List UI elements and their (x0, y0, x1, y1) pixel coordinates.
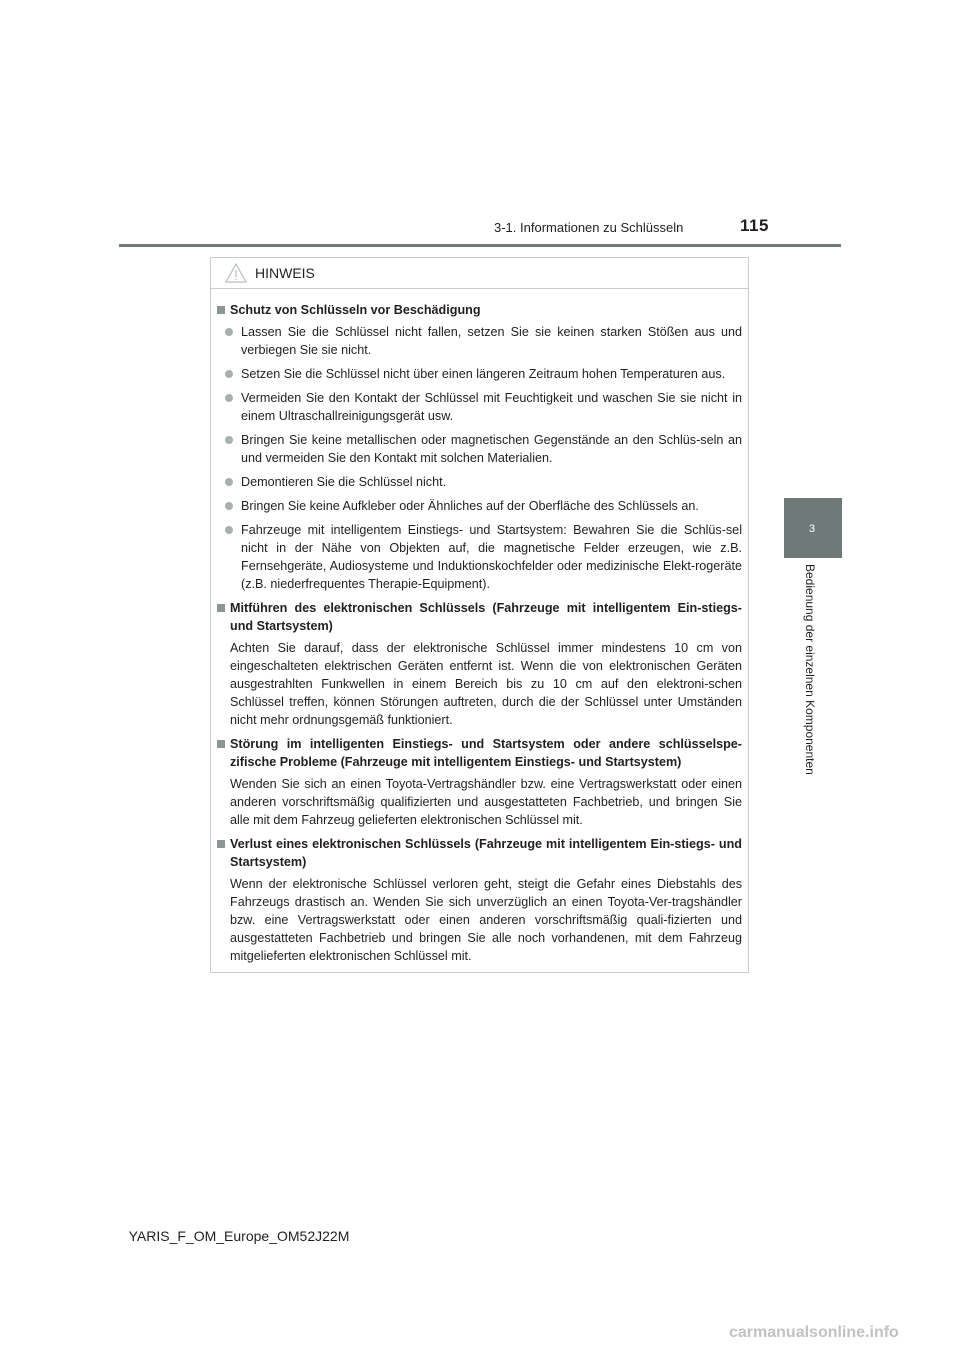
circle-bullet-icon (225, 526, 233, 534)
section-heading: Mitführen des elektronischen Schlüssels (Fahrzeuge mit intelligentem Ein-stiegs- und Startsystem) (217, 599, 742, 635)
section-paragraph: Wenden Sie sich an einen Toyota-Vertragshändler bzw. eine Vertragswerkstatt oder einen anderen vorschriftsmäßig qualifizierten und ausgestatteten Fachbetrieb, und bringen Sie alle mit dem Fahrzeug gelieferten elektronischen Schlüssel mit. (230, 777, 742, 827)
document-id: YARIS_F_OM_Europe_OM52J22M (128, 1228, 350, 1244)
circle-bullet-icon (225, 502, 233, 510)
chapter-title: Bedienung der einzelnen Komponenten (803, 564, 817, 775)
list-item: Fahrzeuge mit intelligentem Einstiegs- und Startsystem: Bewahren Sie die Schlüs-sel nicht in der Nähe von Objekten auf, die magnetische Felder erzeugen, wie z.B. Fernsehgeräte, Audiosysteme und Induktionskochfelder oder medizinische Elekt-rogeräte (z.B. niederfrequentes Therapie-Equipment). (217, 521, 742, 593)
footer (0, 1228, 960, 1244)
list-item: Demontieren Sie die Schlüssel nicht. (217, 473, 742, 491)
circle-bullet-icon (225, 370, 233, 378)
list-item: Bringen Sie keine metallischen oder magnetischen Gegenstände an den Schlüs-seln an und vermeiden Sie den Kontakt mit solchen Materialien. (217, 431, 742, 467)
square-bullet-icon (217, 840, 225, 848)
notice-header (211, 258, 748, 289)
warning-triangle-icon (225, 263, 247, 283)
circle-bullet-icon (225, 328, 233, 336)
page-number: 115 (740, 216, 769, 235)
section-heading: Schutz von Schlüsseln vor Beschädigung (217, 301, 742, 319)
section-paragraph: Achten Sie darauf, dass der elektronische Schlüssel immer mindestens 10 cm von eingeschalteten elektrischen Geräten entfernt ist. Wenn die von elektronischen Geräten ausgestrahlten Funkwellen in einem Bereich bis zu 10 cm auf den elektroni-schen Schlüssel treffen, können Störungen auftreten, durch die der Schlüssel unter Umständen nicht mehr ordnungsgemäß funktioniert. (230, 641, 742, 727)
chapter-number: 3 (809, 523, 816, 535)
list-item: Bringen Sie keine Aufkleber oder Ähnliches auf der Oberfläche des Schlüssels an. (217, 497, 742, 515)
list-item: Lassen Sie die Schlüssel nicht fallen, setzen Sie sie keinen starken Stößen aus und verbiegen Sie sie nicht. (217, 323, 742, 359)
square-bullet-icon (217, 306, 225, 314)
watermark: carmanualsonline.info (729, 1324, 899, 1341)
circle-bullet-icon (225, 478, 233, 486)
notice-box (210, 257, 749, 973)
section-heading: Störung im intelligenten Einstiegs- und Startsystem oder andere schlüsselspe-zifische Probleme (Fahrzeuge mit intelligentem Einstiegs- und Startsystem) (217, 735, 742, 771)
circle-bullet-icon (225, 436, 233, 444)
list-item: Setzen Sie die Schlüssel nicht über einen längeren Zeitraum hohen Temperaturen aus. (217, 365, 742, 383)
notice-body (211, 289, 748, 965)
section-paragraph: Wenn der elektronische Schlüssel verloren geht, steigt die Gefahr eines Diebstahls des Fahrzeugs drastisch an. Wenden Sie sich unverzüglich an einen Toyota-Ver-tragshändler bzw. eine Vertragswerkstatt oder einen anderen vorschriftsmäßig quali-fizierten und ausgestatteten Fachbetrieb und bringen Sie alle noch vorhandenen, mit dem Fahrzeug mitgelieferten elektronischen Schlüssel mit. (230, 877, 742, 963)
square-bullet-icon (217, 740, 225, 748)
circle-bullet-icon (225, 394, 233, 402)
square-bullet-icon (217, 604, 225, 612)
list-item: Vermeiden Sie den Kontakt der Schlüssel mit Feuchtigkeit und waschen Sie sie nicht in einem Ultraschallreinigungsgerät usw. (217, 389, 742, 425)
running-header-section: 3-1. Informationen zu Schlüsseln (494, 220, 684, 235)
section-heading: Verlust eines elektronischen Schlüssels (Fahrzeuge mit intelligentem Ein-stiegs- und Startsystem) (217, 835, 742, 871)
header-rule (119, 244, 841, 247)
notice-title: HINWEIS (255, 265, 315, 281)
chapter-tab (784, 498, 842, 558)
